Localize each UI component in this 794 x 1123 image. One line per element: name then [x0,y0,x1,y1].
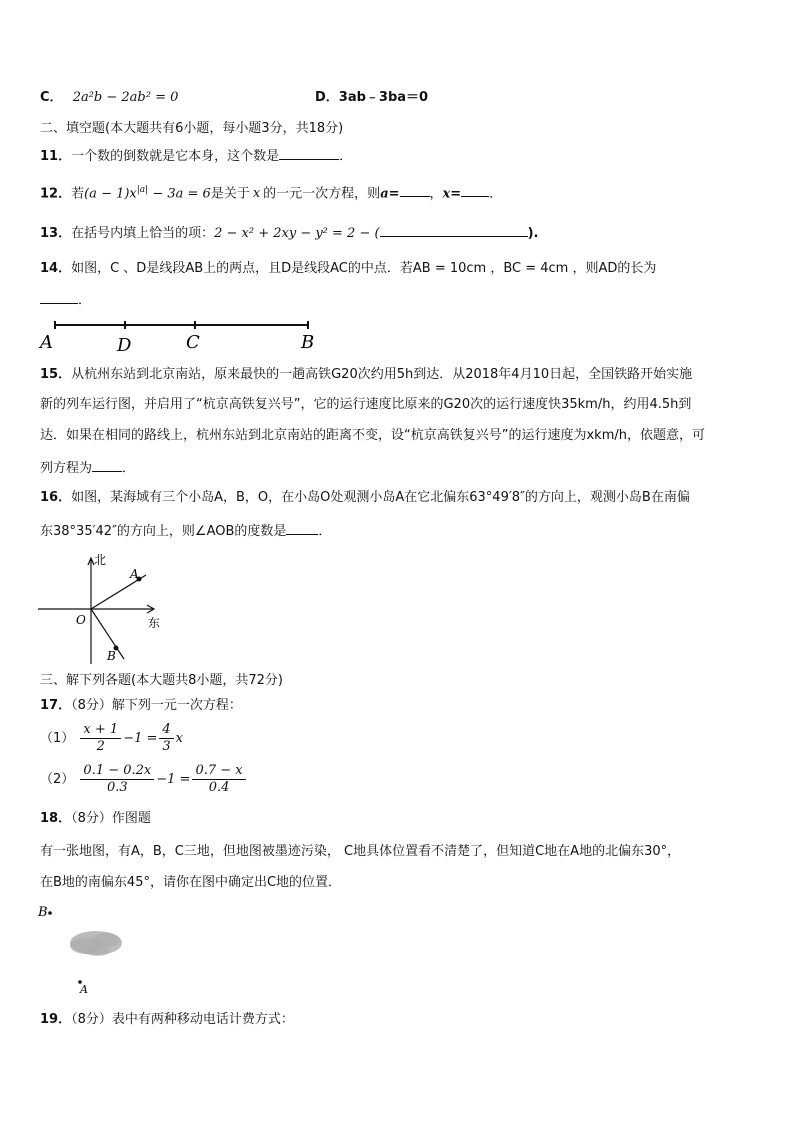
q16-line-1-text: 如图，某海域有三个小岛A，B，O，在小岛O处观测小岛A在它北偏东63°49′8″的方向上，观测小岛B在南偏 [71,490,690,505]
question-14 [40,260,656,278]
q17-part-1 [40,722,183,755]
north-label: 北 [94,553,107,567]
q11-end: ． [339,149,353,164]
q16-line-2-text: 东38°35′42″的方向上，则∠AOB的度数是 [40,524,287,539]
question-18-line-2: 在B地的南偏东45°，请你在图中确定出C地的位置． [40,875,342,890]
q14-text: 如图，C 、D是线段AB上的两点，且D是线段AC的中点．若AB = 10cm ，BC = 4cm ，则AD的长为 [71,261,657,276]
question-15-line-1 [40,366,692,384]
point-label-c: C [186,332,200,353]
q12-number: 12． [40,186,72,202]
q17-part-2 [40,763,248,796]
equation-operator: −1 = [156,772,191,787]
q12-a-eq: a= [380,186,400,202]
fraction [80,763,154,796]
numerator: 0.7 − x [192,763,245,780]
q17-number: 17． [40,698,72,713]
segment-figure [38,316,328,356]
denominator: 0.4 [208,780,230,795]
q14-end: ． [78,293,92,308]
point-b-label: B [38,905,48,920]
question-11 [40,146,352,166]
q18-number: 18． [40,811,72,826]
q11-number: 11． [40,149,72,164]
denominator: 2 [96,739,105,754]
q12-math-2: − 3a = 6 [148,186,211,202]
q13-number: 13． [40,226,72,241]
q17-part-1-label: （1） [40,731,75,746]
question-15-line-4 [40,458,135,478]
question-18 [40,810,151,828]
point-a-label: A [80,983,88,996]
q15-end: ． [122,461,136,476]
answer-blank [400,183,430,197]
q15-line-4-text: 列方程为 [40,461,93,476]
q13-end: ). [527,226,539,241]
point-label-b: B [301,332,315,353]
answer-blank [380,223,528,237]
answer-blank [461,183,489,197]
answer-blank [40,290,78,304]
bearing-figure [36,552,176,668]
q12-exponent: |a| [136,185,149,195]
q12-x-eq: x= [442,186,462,202]
q12-post: 的一元一次方程，则 [263,186,381,202]
question-16-line-2 [40,521,331,541]
q12-var: x [252,186,261,202]
q17-part-2-label: （2） [40,772,75,787]
variable: x [175,731,184,746]
fraction [159,722,173,755]
q16-number: 16． [40,490,72,505]
option-c-math: 2a²b − 2ab² = 0 [72,90,179,105]
q19-number: 19． [40,1012,72,1027]
equation-operator: −1 = [123,731,158,746]
ink-blot [70,931,122,956]
q19-text: （8分）表中有两种移动电话计费方式： [71,1012,294,1027]
q13-text: 在括号内填上恰当的项： [71,226,215,241]
q16-end: ． [318,524,332,539]
q17-text: （8分）解下列一元一次方程： [71,698,242,713]
q18-text: （8分）作图题 [71,811,151,826]
point-b-label: B [107,649,116,663]
q15-number: 15． [40,367,72,382]
q12-math: (a − 1)x [84,186,137,202]
question-13 [40,223,538,243]
answer-blank [279,146,339,160]
q15-line-1-text: 从杭州东站到北京南站，原来最快的一趟高铁G20次约用5h到达．从2018年4月10日起，全国铁路开始实施 [71,367,693,382]
answer-blank [92,458,122,472]
question-18-line-1: 有一张地图，有A，B，C三地，但地图被墨迹污染， C地具体位置看不清楚了，但知道C地在A地的北偏东30°， [40,844,681,859]
q14-number: 14． [40,261,72,276]
origin-label: O [76,613,86,627]
question-15-line-2: 新的列车运行图，并启用了“杭京高铁复兴号”，它的运行速度比原来的G20次的运行速度快35km/h，约用4.5h到 [40,397,692,412]
option-c-label: C． [40,90,63,105]
q12-pre: 若 [71,186,85,202]
q13-math: 2 − x² + 2xy − y² = 2 − ( [214,226,380,241]
map-figure [36,898,156,998]
east-label: 东 [148,616,161,630]
q11-text: 一个数的倒数就是它本身，这个数是 [71,149,280,164]
question-19 [40,1011,294,1029]
answer-blank [286,521,318,535]
numerator: 0.1 − 0.2x [80,763,154,780]
option-d: D．3ab﹣3ba＝0 [315,90,429,105]
section-2-heading: 二、填空题(本大题共有6小题，每小题3分，共18分) [40,121,344,136]
q12-mid: 是关于 [210,186,250,202]
point-b [48,911,52,915]
numerator: x + 1 [80,722,121,739]
fraction [192,763,245,796]
question-16-line-1 [40,489,690,507]
point-a-label: A [130,567,139,581]
denominator: 3 [162,739,171,754]
denominator: 0.3 [107,780,128,795]
option-c [40,89,178,107]
point-label-a: A [40,332,53,353]
q12-end: ． [489,186,503,202]
question-15-line-3: 达．如果在相同的路线上，杭州东站到北京南站的距离不变，设“杭京高铁复兴号”的运行速度为xkm/h，依题意，可 [40,428,705,443]
question-14-blank-line [40,290,91,310]
fraction [80,722,121,755]
section-3-heading: 三、解下列各题(本大题共8小题，共72分) [40,673,283,688]
question-17 [40,697,242,715]
question-12: 12．若$(a - 1)x^{|a|} - 3a = 6$是关于 x 的一元一次方程，则a= ，x= ． [40,185,503,202]
point-label-d: D [117,335,132,356]
numerator: 4 [159,722,173,739]
